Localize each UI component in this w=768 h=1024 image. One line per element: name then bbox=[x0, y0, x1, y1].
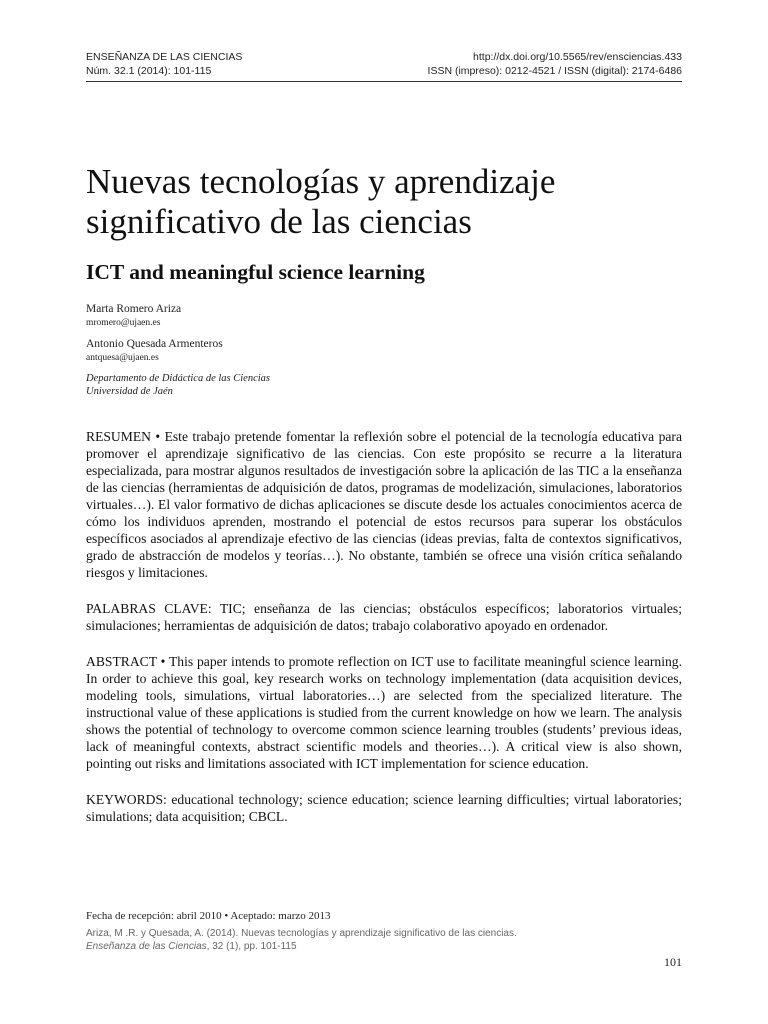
article-subtitle: ICT and meaningful science learning bbox=[86, 260, 425, 284]
header-divider bbox=[86, 81, 682, 82]
keywords-paragraph: KEYWORDS: educational technology; science education; science learning difficulties; virtual laboratories; simulations; data acquisition; CBCL. bbox=[86, 792, 682, 824]
abstract-paragraph: ABSTRACT • This paper intends to promote reflection on ICT use to facilitate meaningful science learning. In order to achieve this goal, key research works on technology implementation (data acquisition devices, modeling tools, simulations, virtual laboratories…) are selected from the specialized literature. The instructional value of these applications is studied from the current knowledge on how we learn. The analysis shows the potential of technology to overcome common science learning troubles (students’ previous ideas, lack of meaningful contexts, abstract scientific models and theories…). A critical view is also shown, pointing out risks and limitations associated with ICT implementation for science education. bbox=[86, 654, 682, 771]
author-block bbox=[86, 302, 682, 398]
running-header bbox=[86, 50, 682, 78]
affiliation-university: Universidad de Jaén bbox=[86, 386, 173, 397]
resumen-paragraph: RESUMEN • Este trabajo pretende fomentar la reflexión sobre el potencial de la tecnología educativa para promover el aprendizaje significativo de las ciencias. Con este propósito se recurre a la literatura especializada, para mostrar algunos resultados de investigación sobre la aplicación de las TIC a la enseñanza de las ciencias (herramientas de adquisición de datos, programas de modelización, simulaciones, laboratorios virtuales…). El valor formativo de dichas aplicaciones se discute desde los actuales conocimientos acerca de cómo los individuos aprenden, mostrando el potencial de estos recursos para superar los obstáculos específicos asociados al aprendizaje efectivo de las ciencias (ideas previas, falta de contextos significativos, grado de abstracción de modelos y teorías…). No obstante, también se ofrece una visión crítica señalando riesgos y limitaciones. bbox=[86, 429, 682, 580]
page-number: 101 bbox=[664, 955, 682, 969]
submission-dates: Fecha de recepción: abril 2010 • Aceptado: marzo 2013 bbox=[86, 910, 331, 922]
issn-info: ISSN (impreso): 0212-4521 / ISSN (digital): 2174-6486 bbox=[427, 65, 682, 77]
author-name: Antonio Quesada Armenteros bbox=[86, 338, 223, 350]
affiliation-department: Departamento de Didáctica de las Ciencias bbox=[86, 373, 271, 384]
doi-link[interactable]: http://dx.doi.org/10.5565/rev/ensciencias.433 bbox=[473, 51, 682, 63]
issue-info: Núm. 32.1 (2014): 101-115 bbox=[86, 65, 212, 77]
author-email[interactable]: antquesa@ujaen.es bbox=[86, 353, 159, 363]
journal-name: ENSEÑANZA DE LAS CIENCIAS bbox=[86, 51, 243, 63]
citation bbox=[86, 927, 536, 953]
author-email[interactable]: mromero@ujaen.es bbox=[86, 318, 161, 328]
author-name: Marta Romero Ariza bbox=[86, 303, 182, 315]
palabras-clave-paragraph: PALABRAS CLAVE: TIC; enseñanza de las ciencias; obstáculos específicos; laboratorios virtuales; simulaciones; herramientas de adquisición de datos; trabajo colaborativo apoyado en ordenador. bbox=[86, 601, 682, 633]
citation-journal: Enseñanza de las Ciencias bbox=[86, 941, 207, 952]
citation-suffix: , 32 (1), pp. 101-115 bbox=[206, 941, 297, 952]
article-title: Nuevas tecnologías y aprendizaje significativo de las ciencias bbox=[86, 162, 556, 241]
citation-prefix: Ariza, M .R. y Quesada, A. (2014). Nuevas tecnologías y aprendizaje significativo de las ciencias. bbox=[86, 928, 517, 939]
abstract-section bbox=[86, 428, 682, 844]
